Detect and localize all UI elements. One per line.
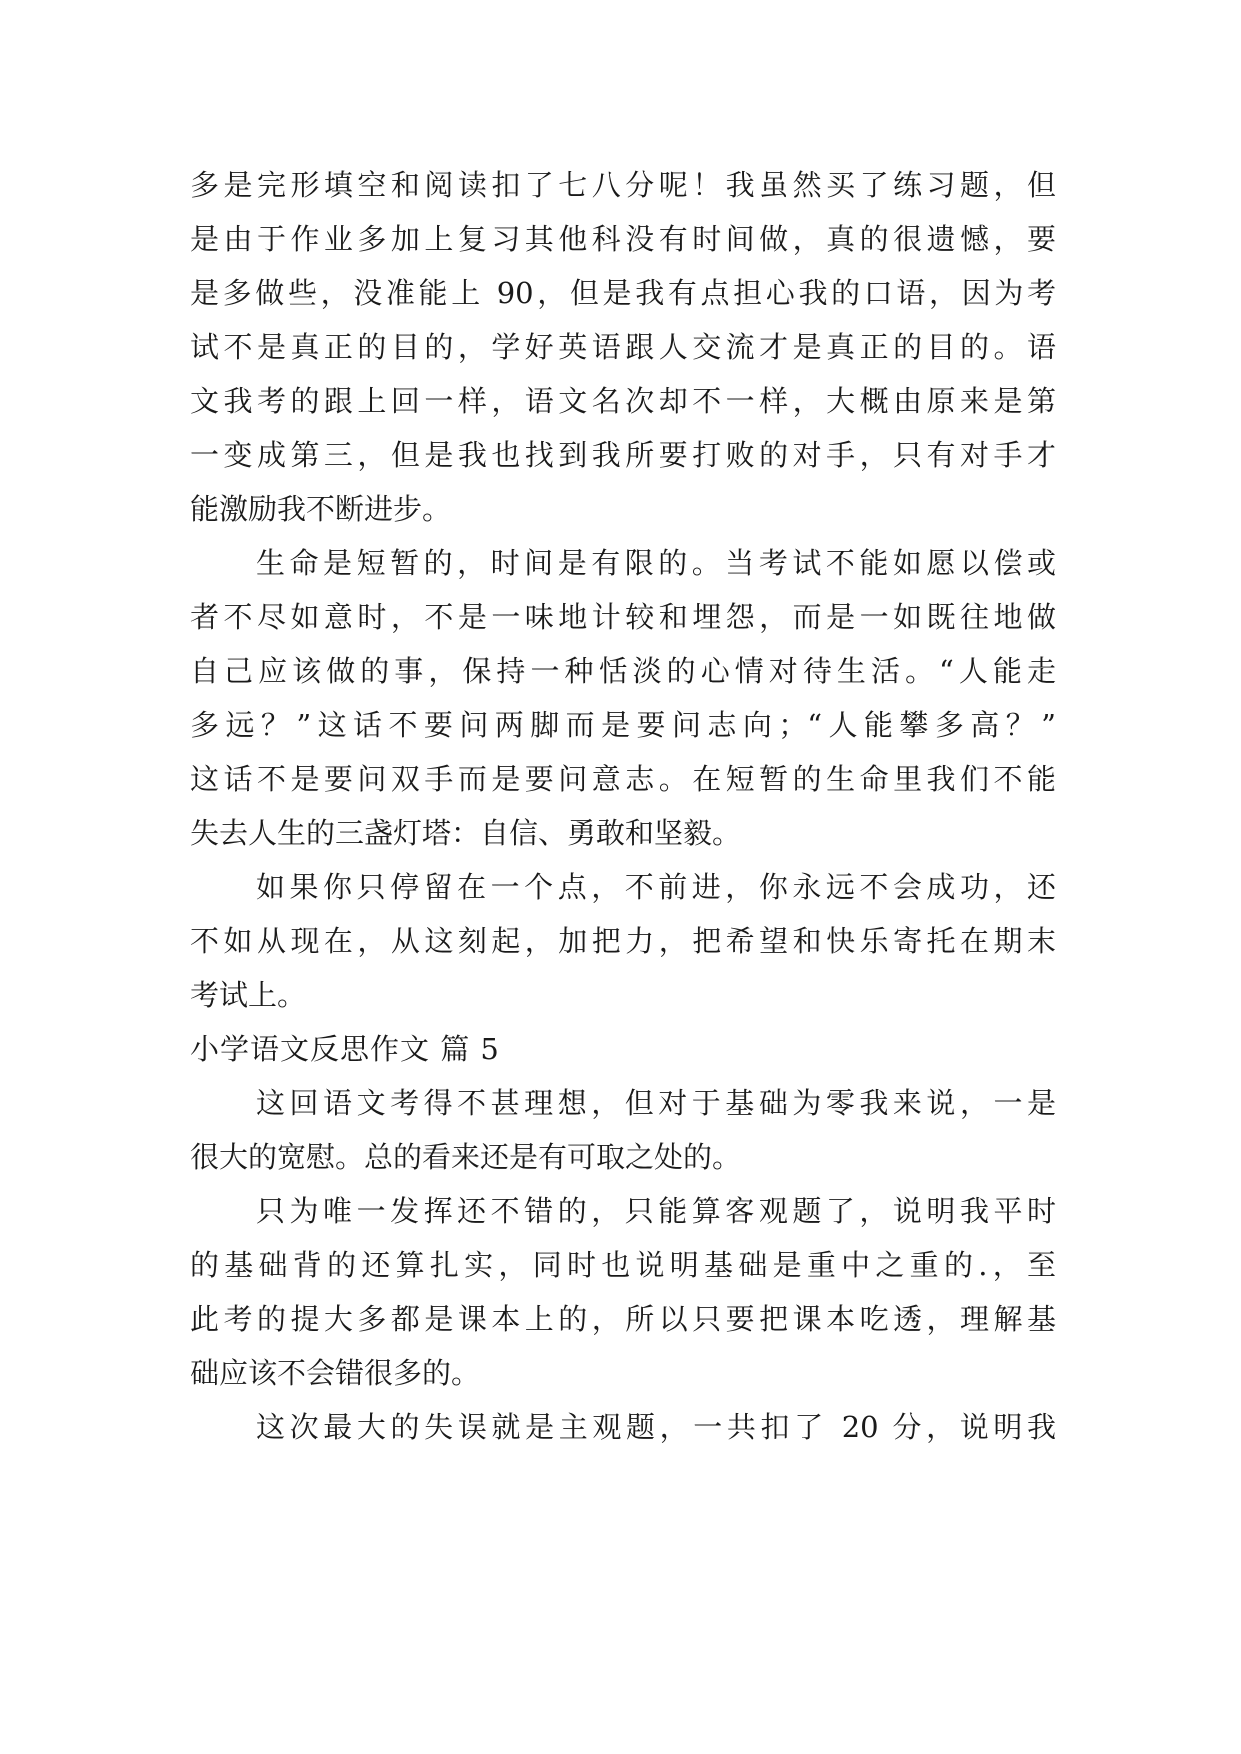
text-line: 是由于作业多加上复习其他科没有时间做，真的很遗憾，要: [190, 222, 1056, 256]
text-line: 多远？”这话不要问两脚而是要问志向；“人能攀多高？”: [190, 708, 1056, 742]
section-heading: 小学语文反思作文 篇 5: [190, 1032, 500, 1066]
text-line: 多是完形填空和阅读扣了七八分呢！我虽然买了练习题，但: [190, 168, 1056, 202]
text-line: 的基础背的还算扎实，同时也说明基础是重中之重的.，至: [190, 1248, 1056, 1282]
text-line: 文我考的跟上回一样，语文名次却不一样，大概由原来是第: [190, 384, 1056, 418]
text-line: 不如从现在，从这刻起，加把力，把希望和快乐寄托在期末: [190, 924, 1056, 958]
paragraph-first-line: 生命是短暂的，时间是有限的。当考试不能如愿以偿或: [256, 546, 1056, 580]
text-line: 试不是真正的目的，学好英语跟人交流才是真正的目的。语: [190, 330, 1056, 364]
paragraph-first-line: 这次最大的失误就是主观题，一共扣了 20 分，说明我: [256, 1410, 1056, 1444]
text-line: 此考的提大多都是课本上的，所以只要把课本吃透，理解基: [190, 1302, 1056, 1336]
text-line: 能激励我不断进步。: [190, 492, 452, 526]
text-line: 考试上。: [190, 978, 307, 1012]
text-line: 是多做些，没准能上 90，但是我有点担心我的口语，因为考: [190, 276, 1056, 310]
text-line: 失去人生的三盏灯塔：自信、勇敢和坚毅。: [190, 816, 742, 850]
document-body: [190, 158, 1056, 1454]
paragraph-first-line: 只为唯一发挥还不错的，只能算客观题了，说明我平时: [256, 1194, 1056, 1228]
text-line: 这话不是要问双手而是要问意志。在短暂的生命里我们不能: [190, 762, 1056, 796]
paragraph-first-line: 这回语文考得不甚理想，但对于基础为零我来说，一是: [256, 1086, 1056, 1120]
text-line: 一变成第三，但是我也找到我所要打败的对手，只有对手才: [190, 438, 1056, 472]
text-line: 础应该不会错很多的。: [190, 1356, 481, 1390]
text-line: 自己应该做的事，保持一种恬淡的心情对待生活。“人能走: [190, 654, 1056, 688]
text-line: 者不尽如意时，不是一味地计较和埋怨，而是一如既往地做: [190, 600, 1056, 634]
text-line: 很大的宽慰。总的看来还是有可取之处的。: [190, 1140, 742, 1174]
paragraph-first-line: 如果你只停留在一个点，不前进，你永远不会成功，还: [256, 870, 1056, 904]
